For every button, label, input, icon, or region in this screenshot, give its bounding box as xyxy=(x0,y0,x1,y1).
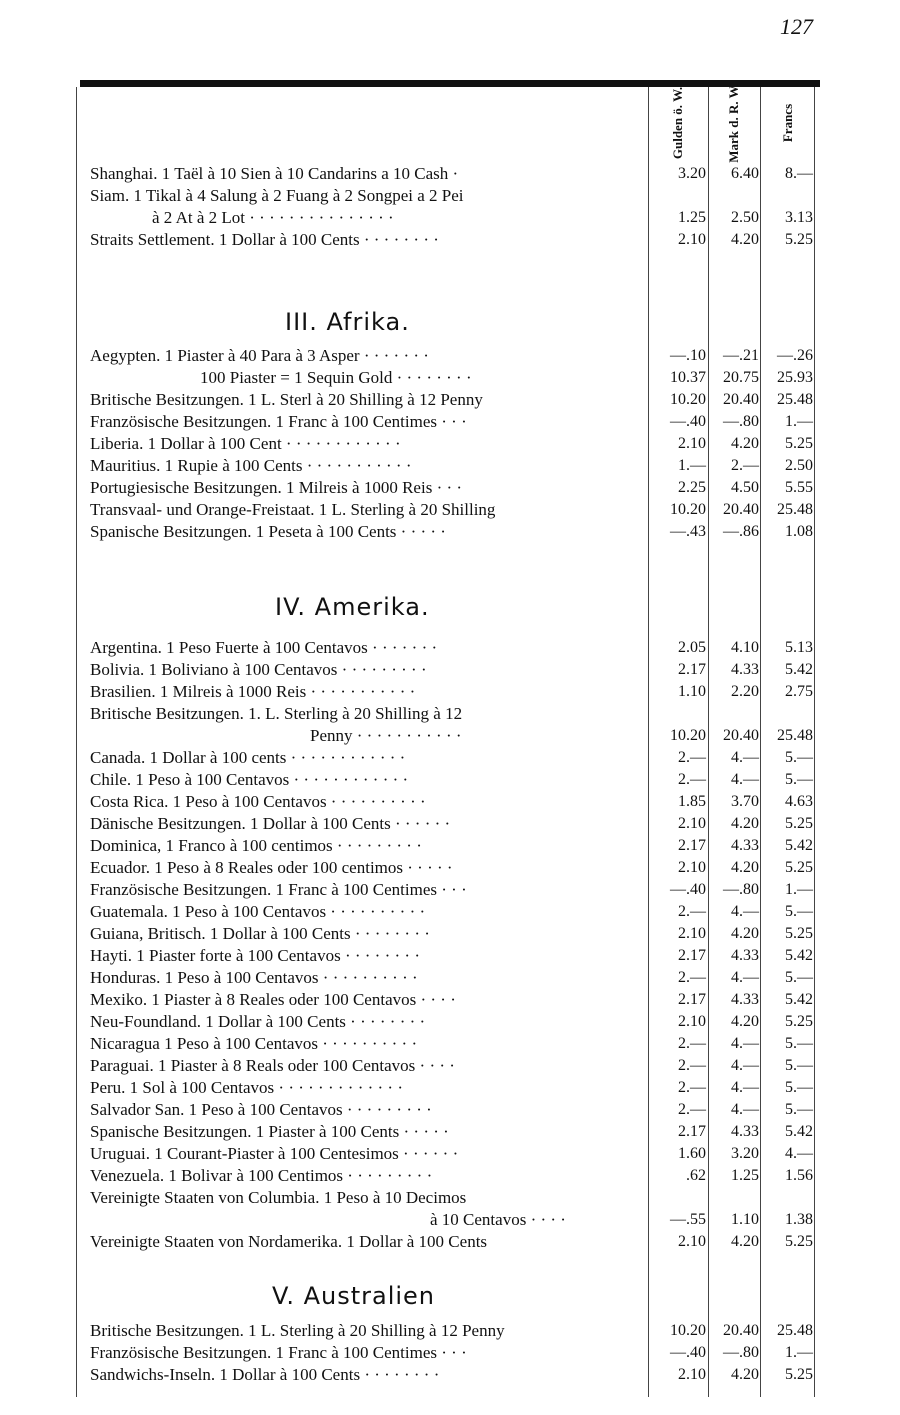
gulden-value: —.40 xyxy=(670,881,706,898)
mark-value: 4.33 xyxy=(731,1123,759,1140)
mark-value: 4.20 xyxy=(731,859,759,876)
mark-value: 4.— xyxy=(731,969,759,986)
table-row xyxy=(0,835,900,857)
gulden-value: 2.17 xyxy=(678,1123,706,1140)
mark-value: 2.20 xyxy=(731,683,759,700)
currency-description: Hayti. 1 Piaster forte à 100 Centavos · · · · · · · · xyxy=(90,946,420,965)
mark-value: 2.50 xyxy=(731,209,759,226)
table-row xyxy=(0,1342,900,1364)
table-row xyxy=(0,879,900,901)
currency-description: à 10 Centavos · · · · xyxy=(430,1210,566,1229)
francs-value: 25.48 xyxy=(777,1322,813,1339)
francs-value: 1.08 xyxy=(785,523,813,540)
mark-value: —.86 xyxy=(723,523,759,540)
gulden-value: 10.20 xyxy=(670,391,706,408)
table-row xyxy=(0,901,900,923)
gulden-value: 1.— xyxy=(678,457,706,474)
francs-value: 25.48 xyxy=(777,391,813,408)
mark-value: 20.40 xyxy=(723,501,759,518)
francs-value: 5.25 xyxy=(785,1366,813,1383)
mark-value: 4.20 xyxy=(731,231,759,248)
francs-value: 5.42 xyxy=(785,947,813,964)
mark-value: 3.70 xyxy=(731,793,759,810)
table-row xyxy=(0,345,900,367)
currency-description: Straits Settlement. 1 Dollar à 100 Cents · · · · · · · · xyxy=(90,230,439,249)
francs-value: 4.63 xyxy=(785,793,813,810)
francs-value: 5.42 xyxy=(785,991,813,1008)
gulden-value: 2.05 xyxy=(678,639,706,656)
gulden-value: 2.— xyxy=(678,1057,706,1074)
francs-value: 5.— xyxy=(785,969,813,986)
currency-description: Costa Rica. 1 Peso à 100 Centavos · · · · · · · · · · xyxy=(90,792,426,811)
mark-value: 4.20 xyxy=(731,1233,759,1250)
gulden-value: 2.10 xyxy=(678,231,706,248)
currency-description: Siam. 1 Tikal à 4 Salung à 2 Fuang à 2 Songpei a 2 Pei xyxy=(90,186,464,205)
table-row xyxy=(0,681,900,703)
table-row xyxy=(0,389,900,411)
currency-description: Guiana, Britisch. 1 Dollar à 100 Cents · · · · · · · · xyxy=(90,924,430,943)
currency-description: Französische Besitzungen. 1 Franc à 100 Centimes · · · xyxy=(90,412,467,431)
table-row xyxy=(0,1055,900,1077)
table-row xyxy=(0,229,900,251)
section-title-amerika: IV. Amerika. xyxy=(275,593,430,621)
mark-value: 4.33 xyxy=(731,947,759,964)
table-row xyxy=(0,637,900,659)
mark-value: 4.20 xyxy=(731,1366,759,1383)
francs-value: 5.25 xyxy=(785,1013,813,1030)
table-row xyxy=(0,163,900,185)
gulden-value: 2.17 xyxy=(678,991,706,1008)
table-row xyxy=(0,791,900,813)
currency-description: 100 Piaster = 1 Sequin Gold · · · · · · · · xyxy=(200,368,472,387)
section-title-afrika: III. Afrika. xyxy=(285,308,410,336)
gulden-value: 2.17 xyxy=(678,837,706,854)
table-row xyxy=(0,477,900,499)
gulden-value: 2.10 xyxy=(678,925,706,942)
currency-description: Dominica, 1 Franco à 100 centimos · · · · · · · · · xyxy=(90,836,422,855)
currency-description: Ecuador. 1 Peso à 8 Reales oder 100 centimos · · · · · xyxy=(90,858,453,877)
header-mark: Mark d. R. W. xyxy=(726,83,741,163)
table-row xyxy=(0,411,900,433)
table-row xyxy=(0,207,900,229)
table-row xyxy=(0,1209,900,1231)
table-row xyxy=(0,703,900,725)
table-row xyxy=(0,1121,900,1143)
currency-description: Penny · · · · · · · · · · · xyxy=(310,726,462,745)
table-row xyxy=(0,967,900,989)
gulden-value: 10.37 xyxy=(670,369,706,386)
gulden-value: 2.— xyxy=(678,771,706,788)
table-row xyxy=(0,433,900,455)
francs-value: 1.38 xyxy=(785,1211,813,1228)
francs-value: 5.25 xyxy=(785,435,813,452)
section-title-australien: V. Australien xyxy=(272,1282,436,1310)
mark-value: 4.— xyxy=(731,1101,759,1118)
currency-description: Mexiko. 1 Piaster à 8 Reales oder 100 Centavos · · · · xyxy=(90,990,456,1009)
francs-value: 1.— xyxy=(785,881,813,898)
mark-value: 2.— xyxy=(731,457,759,474)
currency-description: Shanghai. 1 Taël à 10 Sien à 10 Candarins a 10 Cash · xyxy=(90,164,459,183)
gulden-value: 2.10 xyxy=(678,859,706,876)
header-gulden: Gulden ö. W. xyxy=(670,86,685,160)
mark-value: 4.— xyxy=(731,1079,759,1096)
gulden-value: —.40 xyxy=(670,1344,706,1361)
mark-value: 20.75 xyxy=(723,369,759,386)
header-francs: Francs xyxy=(780,103,795,143)
currency-description: Argentina. 1 Peso Fuerte à 100 Centavos · · · · · · · xyxy=(90,638,438,657)
mark-value: 4.20 xyxy=(731,435,759,452)
table-row xyxy=(0,455,900,477)
table-row xyxy=(0,1143,900,1165)
currency-description: Französische Besitzungen. 1 Franc à 100 Centimes · · · xyxy=(90,1343,467,1362)
gulden-value: —.40 xyxy=(670,413,706,430)
table-row xyxy=(0,1187,900,1209)
table-row xyxy=(0,185,900,207)
gulden-value: 2.— xyxy=(678,903,706,920)
francs-value: 2.75 xyxy=(785,683,813,700)
gulden-value: 2.— xyxy=(678,1101,706,1118)
currency-description: Sandwichs-Inseln. 1 Dollar à 100 Cents · · · · · · · · xyxy=(90,1365,440,1384)
currency-description: Brasilien. 1 Milreis à 1000 Reis · · · · · · · · · · · xyxy=(90,682,416,701)
francs-value: 5.13 xyxy=(785,639,813,656)
table-row xyxy=(0,1077,900,1099)
page-number: 127 xyxy=(780,14,813,39)
gulden-value: 1.85 xyxy=(678,793,706,810)
francs-value: 2.50 xyxy=(785,457,813,474)
table-row xyxy=(0,521,900,543)
currency-description: Uruguai. 1 Courant-Piaster à 100 Centesimos · · · · · · xyxy=(90,1144,459,1163)
mark-value: —.80 xyxy=(723,413,759,430)
gulden-value: 2.— xyxy=(678,969,706,986)
currency-description: Peru. 1 Sol à 100 Centavos · · · · · · · · · · · · · xyxy=(90,1078,403,1097)
francs-value: 3.13 xyxy=(785,209,813,226)
table-row xyxy=(0,1320,900,1342)
currency-description: Honduras. 1 Peso à 100 Centavos · · · · · · · · · · xyxy=(90,968,418,987)
mark-value: 4.— xyxy=(731,771,759,788)
gulden-value: 2.— xyxy=(678,749,706,766)
mark-value: 3.20 xyxy=(731,1145,759,1162)
gulden-value: 10.20 xyxy=(670,501,706,518)
gulden-value: 1.60 xyxy=(678,1145,706,1162)
currency-description: Dänische Besitzungen. 1 Dollar à 100 Cents · · · · · · xyxy=(90,814,451,833)
mark-value: 4.33 xyxy=(731,661,759,678)
currency-description: Portugiesische Besitzungen. 1 Milreis à 1000 Reis · · · xyxy=(90,478,463,497)
mark-value: 4.— xyxy=(731,903,759,920)
francs-value: 5.— xyxy=(785,903,813,920)
mark-value: —.21 xyxy=(723,347,759,364)
gulden-value: 2.— xyxy=(678,1079,706,1096)
mark-value: 4.— xyxy=(731,749,759,766)
francs-value: 25.48 xyxy=(777,727,813,744)
mark-value: —.80 xyxy=(723,1344,759,1361)
francs-value: 5.— xyxy=(785,771,813,788)
currency-description: Spanische Besitzungen. 1 Piaster à 100 Cents · · · · · xyxy=(90,1122,449,1141)
table-row xyxy=(0,857,900,879)
currency-description: Venezuela. 1 Bolivar à 100 Centimos · · · · · · · · · xyxy=(90,1166,433,1185)
mark-value: 20.40 xyxy=(723,727,759,744)
gulden-value: .62 xyxy=(686,1167,706,1184)
francs-value: 25.48 xyxy=(777,501,813,518)
francs-value: 8.— xyxy=(785,165,813,182)
currency-description: Mauritius. 1 Rupie à 100 Cents · · · · · · · · · · · xyxy=(90,456,412,475)
currency-description: Canada. 1 Dollar à 100 cents · · · · · · · · · · · · xyxy=(90,748,406,767)
francs-value: 5.— xyxy=(785,1101,813,1118)
francs-value: 5.25 xyxy=(785,1233,813,1250)
table-row xyxy=(0,367,900,389)
currency-description: Aegypten. 1 Piaster à 40 Para à 3 Asper · · · · · · · xyxy=(90,346,429,365)
francs-value: 5.— xyxy=(785,1079,813,1096)
table-row xyxy=(0,499,900,521)
gulden-value: 10.20 xyxy=(670,1322,706,1339)
currency-description: Transvaal- und Orange-Freistaat. 1 L. Sterling à 20 Shilling xyxy=(90,500,496,519)
francs-value: 5.55 xyxy=(785,479,813,496)
table-row xyxy=(0,1231,900,1253)
table-row xyxy=(0,769,900,791)
currency-description: Paraguai. 1 Piaster à 8 Reals oder 100 Centavos · · · · xyxy=(90,1056,455,1075)
currency-description: Britische Besitzungen. 1 L. Sterl à 20 Shilling à 12 Penny xyxy=(90,390,483,409)
mark-value: 4.20 xyxy=(731,1013,759,1030)
francs-value: 5.25 xyxy=(785,231,813,248)
table-row xyxy=(0,747,900,769)
gulden-value: —.10 xyxy=(670,347,706,364)
mark-value: 4.20 xyxy=(731,815,759,832)
currency-description: Britische Besitzungen. 1 L. Sterling à 20 Shilling à 12 Penny xyxy=(90,1321,505,1340)
currency-description: Bolivia. 1 Boliviano à 100 Centavos · · · · · · · · · xyxy=(90,660,427,679)
gulden-value: 2.17 xyxy=(678,661,706,678)
gulden-value: 10.20 xyxy=(670,727,706,744)
gulden-value: —.55 xyxy=(670,1211,706,1228)
gulden-value: 2.25 xyxy=(678,479,706,496)
mark-value: 6.40 xyxy=(731,165,759,182)
currency-description: Liberia. 1 Dollar à 100 Cent · · · · · · · · · · · · xyxy=(90,434,401,453)
currency-description: Vereinigte Staaten von Columbia. 1 Peso à 10 Decimos xyxy=(90,1188,467,1207)
mark-value: 4.— xyxy=(731,1057,759,1074)
gulden-value: 2.17 xyxy=(678,947,706,964)
gulden-value: 2.10 xyxy=(678,435,706,452)
table-row xyxy=(0,1099,900,1121)
francs-value: 1.56 xyxy=(785,1167,813,1184)
currency-description: Britische Besitzungen. 1. L. Sterling à 20 Shilling à 12 xyxy=(90,704,463,723)
gulden-value: 2.10 xyxy=(678,1013,706,1030)
table-row xyxy=(0,945,900,967)
mark-value: 4.50 xyxy=(731,479,759,496)
table-row xyxy=(0,725,900,747)
currency-description: Salvador San. 1 Peso à 100 Centavos · · · · · · · · · xyxy=(90,1100,432,1119)
currency-description: Chile. 1 Peso à 100 Centavos · · · · · · · · · · · · xyxy=(90,770,409,789)
francs-value: 25.93 xyxy=(777,369,813,386)
francs-value: 5.— xyxy=(785,1057,813,1074)
mark-value: 4.10 xyxy=(731,639,759,656)
mark-value: 1.10 xyxy=(731,1211,759,1228)
table-row xyxy=(0,1364,900,1386)
francs-value: —.26 xyxy=(777,347,813,364)
francs-value: 5.42 xyxy=(785,1123,813,1140)
table-row xyxy=(0,923,900,945)
gulden-value: 2.10 xyxy=(678,815,706,832)
mark-value: 4.33 xyxy=(731,991,759,1008)
francs-value: 5.25 xyxy=(785,815,813,832)
table-row xyxy=(0,989,900,1011)
francs-value: 1.— xyxy=(785,1344,813,1361)
currency-description: Französische Besitzungen. 1 Franc à 100 Centimes · · · xyxy=(90,880,467,899)
currency-description: Vereinigte Staaten von Nordamerika. 1 Dollar à 100 Cents xyxy=(90,1232,488,1251)
gulden-value: —.43 xyxy=(670,523,706,540)
mark-value: 4.— xyxy=(731,1035,759,1052)
gulden-value: 1.25 xyxy=(678,209,706,226)
top-rule xyxy=(80,80,820,87)
mark-value: 1.25 xyxy=(731,1167,759,1184)
mark-value: 20.40 xyxy=(723,391,759,408)
table-row xyxy=(0,1033,900,1055)
currency-description: à 2 At à 2 Lot · · · · · · · · · · · · · · · xyxy=(152,208,394,227)
mark-value: 4.33 xyxy=(731,837,759,854)
table-row xyxy=(0,813,900,835)
table-row xyxy=(0,1165,900,1187)
gulden-value: 2.— xyxy=(678,1035,706,1052)
table-row xyxy=(0,1011,900,1033)
francs-value: 5.25 xyxy=(785,859,813,876)
francs-value: 5.42 xyxy=(785,837,813,854)
francs-value: 5.25 xyxy=(785,925,813,942)
francs-value: 4.— xyxy=(785,1145,813,1162)
francs-value: 5.42 xyxy=(785,661,813,678)
gulden-value: 3.20 xyxy=(678,165,706,182)
gulden-value: 1.10 xyxy=(678,683,706,700)
gulden-value: 2.10 xyxy=(678,1366,706,1383)
currency-description: Spanische Besitzungen. 1 Peseta à 100 Cents · · · · · xyxy=(90,522,446,541)
table-row xyxy=(0,659,900,681)
mark-value: 20.40 xyxy=(723,1322,759,1339)
gulden-value: 2.10 xyxy=(678,1233,706,1250)
francs-value: 1.— xyxy=(785,413,813,430)
currency-description: Guatemala. 1 Peso à 100 Centavos · · · · · · · · · · xyxy=(90,902,426,921)
mark-value: —.80 xyxy=(723,881,759,898)
currency-description: Nicaragua 1 Peso à 100 Centavos · · · · · · · · · · xyxy=(90,1034,418,1053)
currency-description: Neu-Foundland. 1 Dollar à 100 Cents · · · · · · · · xyxy=(90,1012,426,1031)
francs-value: 5.— xyxy=(785,1035,813,1052)
francs-value: 5.— xyxy=(785,749,813,766)
mark-value: 4.20 xyxy=(731,925,759,942)
